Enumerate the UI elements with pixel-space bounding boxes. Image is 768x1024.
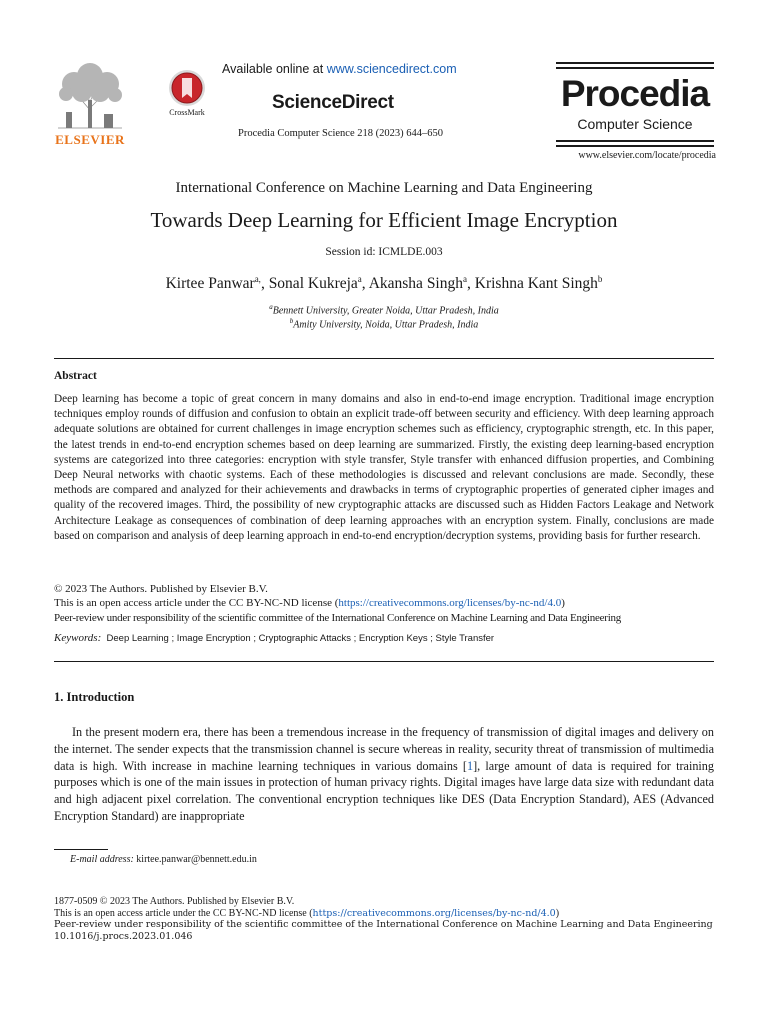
copyright-block <box>54 582 734 625</box>
divider <box>54 358 714 359</box>
footnote-rule <box>54 849 108 850</box>
author-separator: , <box>361 275 369 292</box>
email-address[interactable]: kirtee.panwar@bennett.edu.in <box>136 854 257 865</box>
affiliation-text: Amity University, Noida, Uttar Pradesh, India <box>293 319 479 331</box>
divider <box>54 661 714 662</box>
peer-review-line: Peer-review under responsibility of the scientific committee of the International Conference on Machine Learning and Data Engineering <box>54 611 622 624</box>
footer-license-link[interactable]: https://creativecommons.org/licenses/by-nc-nd/4.0 <box>312 907 556 919</box>
keywords-line <box>54 632 734 644</box>
page-footer <box>54 896 716 942</box>
procedia-title: Procedia <box>560 73 710 114</box>
footer-license <box>54 908 716 920</box>
abstract-text: Deep learning has become a topic of great concern in many domains and also in end-to-end image encryption. Traditional image encryption techniques employ rounds of diffusion and confusion to obtain an explicit trade-off between security and efficiency. With deep learning approach adequate solutions are obtained for current challenges in image encryption schemes such as efficiency, cryptographic strength, etc. In this paper, the latest trends in end-to-end encryption schemes based on deep learning are summarized. Firstly, the existing deep learning-based encryption systems are categorized into three categories: encryption with style transfer, Style transfer with enhanced diffusion properties, and Combining Deep Neural networks with chaotic systems. Each of these methodologies is discussed and relevant conclusions are made. Secondly, these methods are compared and analyzed for their achievements and drawbacks in terms of cryptographic properties of generated cipher images and quality of the recovered images. Third, the possibility of new cryptographic attacks are discussed such as Hidden Factors Leakage and Network Architecture Leakage as consequences of combination of deep learning approaches with an encryption system. Finally, conclusions are made based on comparison and analysis of deep learning approach in end-to-end encryption/decryption systems, providing basis for further research. <box>54 393 714 542</box>
affiliation-mark: b <box>289 317 294 325</box>
keywords-list: Deep Learning ; Image Encryption ; Cryptographic Attacks ; Encryption Keys ; Style Transfer <box>106 633 495 644</box>
author-separator: , <box>467 275 475 292</box>
author-affiliation-mark: a <box>357 273 362 284</box>
license-suffix: ) <box>561 597 565 610</box>
procedia-subtitle: Computer Science <box>577 116 693 132</box>
footnote-email <box>70 854 257 865</box>
abstract-heading: Abstract <box>54 370 97 382</box>
paper-title: Towards Deep Learning for Efficient Image Encryption <box>150 208 618 232</box>
license-link[interactable]: https://creativecommons.org/licenses/by-nc-nd/4.0 <box>338 597 562 610</box>
license-line <box>54 596 734 610</box>
conference-name: International Conference on Machine Learning and Data Engineering <box>175 180 593 196</box>
crossmark-label: CrossMark <box>169 108 205 117</box>
license-prefix: This is an open access article under the CC BY-NC-ND license ( <box>54 597 339 610</box>
affiliation <box>0 317 768 330</box>
intro-text: In the present modern era, there has been a tremendous increase in the frequency of transmission of digital images and delivery on the internet. The sender expects that the transmission channel is secure whereas in reality, security threat of transmission of multimedia data is high. With increase in machine learning techniques in various domains [ <box>54 725 714 773</box>
affiliation-mark: a <box>269 303 273 311</box>
footer-peer-review: Peer-review under responsibility of the scientific committee of the International Conference on Machine Learning and Data Engineering <box>54 919 713 931</box>
author-name: Krishna Kant Singh <box>474 275 598 292</box>
author-name: Akansha Singh <box>368 275 463 292</box>
author-affiliation-mark: b <box>597 273 603 284</box>
section-heading-introduction: 1. Introduction <box>54 690 135 704</box>
procedia-url[interactable]: www.elsevier.com/locate/procedia <box>578 150 716 161</box>
introduction-paragraph <box>54 724 714 825</box>
author-name: Kirtee Panwar <box>165 275 255 292</box>
footer-copyright <box>54 896 716 908</box>
footer-license-suffix: ) <box>555 907 560 919</box>
author-name: Sonal Kukreja <box>268 275 358 292</box>
intro-text: ], large amount of data is required for training purposes which is one of the main issues in protection of human privacy rights. Digital images have large data size with redundant data and high adjacent pixel correlation. The conventional encryption techniques like DES (Data Encryption Standard), AES (Advanced Encryption Standard) are inappropriate <box>54 758 714 823</box>
footer-copyright-text: © 2023 The Authors. Published by Elsevier B.V. <box>99 896 295 907</box>
affiliation <box>0 303 768 316</box>
email-label: E-mail address: <box>70 854 134 865</box>
citation-link[interactable]: 1 <box>466 758 474 773</box>
available-online-line <box>222 62 457 76</box>
footer-license-prefix: This is an open access article under the CC BY-NC-ND license ( <box>54 907 313 919</box>
affiliation-text: Bennett University, Greater Noida, Uttar Pradesh, India <box>272 305 499 317</box>
copyright-line: © 2023 The Authors. Published by Elsevier B.V. <box>54 583 268 595</box>
sciencedirect-link[interactable]: www.sciencedirect.com <box>326 62 457 76</box>
sciencedirect-brand: ScienceDirect <box>272 92 394 113</box>
elsevier-wordmark: ELSEVIER <box>55 132 125 147</box>
footer-doi[interactable]: 10.1016/j.procs.2023.01.046 <box>54 930 193 942</box>
author-affiliation-mark: a <box>463 273 467 284</box>
author-list <box>0 275 768 293</box>
procedia-logo <box>556 62 714 148</box>
keywords-label: Keywords: <box>54 632 102 644</box>
author-affiliation-mark: a, <box>254 273 261 284</box>
author-separator: , <box>260 275 269 292</box>
available-prefix: Available online at <box>222 62 327 76</box>
session-id: Session id: ICMLDE.003 <box>325 246 443 258</box>
issn: 1877-0509 <box>54 896 98 907</box>
journal-citation: Procedia Computer Science 218 (2023) 644–650 <box>238 128 443 139</box>
